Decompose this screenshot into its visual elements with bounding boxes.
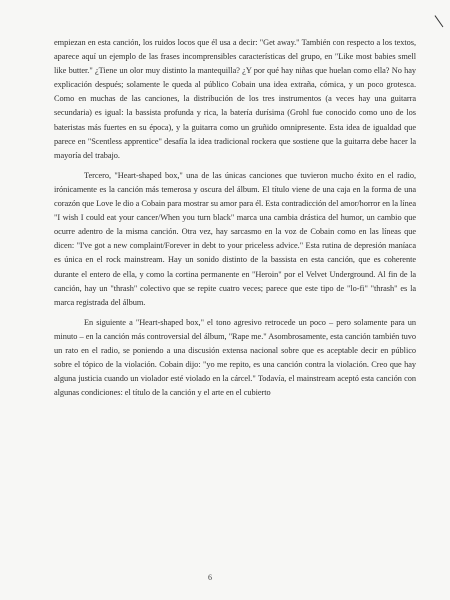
paragraph: En siguiente a "Heart-shaped box," el tono agresivo retrocede un poco – pero solamente para un minuto – en la canción más controversial del álbum, "Rape me." Asombrosamente, esta canción también tuvo un rato en el radio, se poniendo a una discusión extensa nacional sobre que es aceptable decir en público sobre el tópico de la violación. Cobain dijo: "yo me repito, es una canción contra la violación. Creo que hay alguna justicia cuando un violador esté violado en la cárcel." Todavía, el mainstream aceptó esta canción con algunas condiciones: el título de la canción y el arte en el cubierto [54, 317, 416, 398]
paragraph: empiezan en esta canción, los ruidos locos que él usa a decir: "Get away." También con respecto a los textos, aparece aquí un ejemplo de las frases incomprensibles características del grupo, en "Like most babies smell like butter." ¿Tiene un olor muy distinto la mantequilla? ¿Y por qué hay niñas que huelan como ella? No hay explicación después; solamente le queda al público Cobain una idea extraña, cómica, y un poco grotesca. Como en muchas de las canciones, la distribución de los tres instrumentos (a veces hay una guitarra secundaria) es igual: la bassista profunda y rica, la batería durísima (Grohl fue conocido como uno de los bateristas más fuertes en su época), y la guitarra como un gruñido omnipresente. Esta idea de igualdad que parece en "Scentless apprentice" desafía la idea tradicional rockera que sostiene que la guitarra debe hacer la mayoría del trabajo. [54, 38, 416, 160]
document-body [54, 36, 416, 406]
page-number: 6 [208, 573, 212, 582]
pen-mark [430, 15, 444, 30]
paragraph: Tercero, "Heart-shaped box," una de las únicas canciones que tuvieron mucho éxito en el radio, irónicamente es la canción más temerosa y oscura del álbum. El título viene de una caja en la forma de una corazón que Love le dio a Cobain para mostrar su amor para él. Esta contradicción del amor/horror en la línea "I wish I could eat your cancer/When you turn black" marca una cambia drástica del humor, un cambio que ocurre adentro de la misma canción. Otra vez, hay sarcasmo en la voz de Cobain como en las líneas que dicen: "I've got a new complaint/Forever in debt to your priceless advice." Esta rutina de depresión maníaca es única en el rock mainstream. Hay un sonido distinto de la bassista en esta canción, que es coherente durante el entero de ella, y como la cortina permanente en "Heroin" por el Velvet Underground. Al fin de la canción, hay un "thrash" colectivo que se repite cuatro veces; parece que este tipo de "lo-fi" "thrash" es la marca registrada del álbum. [54, 170, 416, 307]
